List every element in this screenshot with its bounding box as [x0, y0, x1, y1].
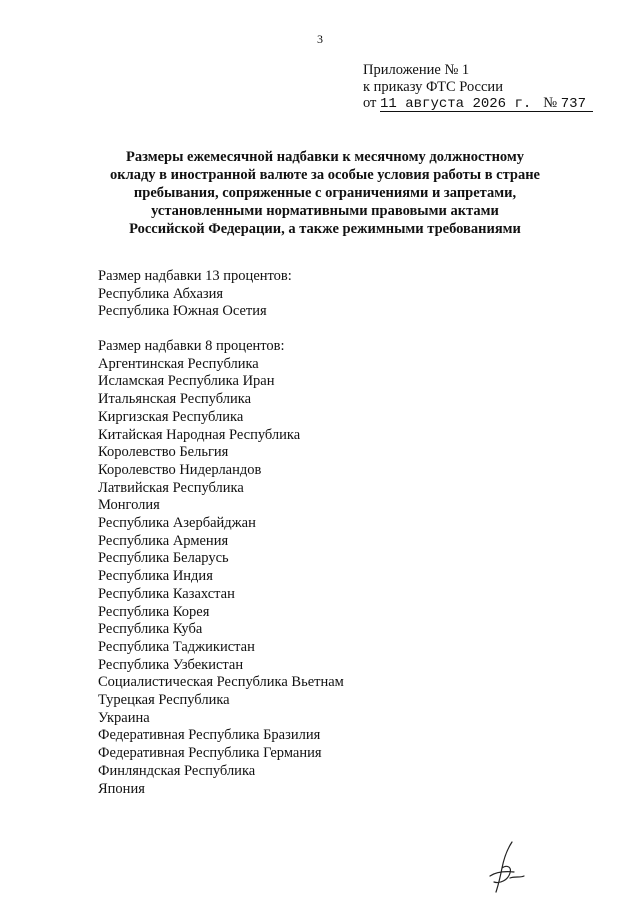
order-date: 11 августа 2026 г.: [380, 97, 540, 112]
date-prefix: от: [363, 95, 377, 111]
document-title: [90, 148, 560, 238]
title-line: Российской Федерации, а также режимными требованиями: [129, 221, 521, 237]
country-list-item: Исламская Республика Иран: [98, 373, 275, 390]
country-list-item: Республика Южная Осетия: [98, 303, 267, 320]
allowance-13-heading: Размер надбавки 13 процентов:: [98, 268, 292, 284]
country-list-item: Итальянская Республика: [98, 391, 252, 408]
country-list-item: Республика Корея: [98, 603, 210, 620]
country-list-item: Республика Казахстан: [98, 585, 235, 602]
country-list-item: Турецкая Республика: [98, 692, 230, 709]
country-list-item: Республика Узбекистан: [98, 656, 244, 673]
appendix-order-ref: к приказу ФТС России: [363, 78, 503, 95]
allowance-13-section: [98, 268, 292, 321]
country-list-item: Республика Таджикистан: [98, 638, 255, 655]
country-list-item: Монголия: [98, 497, 160, 514]
country-list-item: Королевство Нидерландов: [98, 461, 262, 478]
order-number: 737: [560, 96, 586, 112]
allowance-8-country-list: [98, 356, 344, 799]
appendix-title: Приложение № 1: [363, 62, 470, 78]
country-list-item: Китайская Народная Республика: [98, 426, 301, 443]
country-list-item: Республика Армения: [98, 532, 229, 549]
country-list-item: Королевство Бельгия: [98, 444, 229, 461]
title-line: окладу в иностранной валюте за особые условия работы в стране: [109, 167, 540, 183]
country-list-item: Федеративная Республика Германия: [98, 745, 322, 762]
country-list-item: Республика Куба: [98, 621, 203, 638]
country-list-item: Финляндская Республика: [98, 762, 256, 779]
country-list-item: Аргентинская Республика: [98, 355, 259, 372]
country-list-item: Республика Индия: [98, 568, 213, 585]
country-list-item: Республика Абхазия: [98, 285, 224, 302]
handwritten-signature: [482, 838, 530, 896]
allowance-8-section: [98, 338, 344, 798]
country-list-item: Федеративная Республика Бразилия: [98, 727, 321, 744]
country-list-item: Япония: [98, 780, 145, 797]
appendix-date-line: [363, 95, 593, 112]
country-list-item: Киргизская Республика: [98, 408, 244, 425]
title-line: Размеры ежемесячной надбавки к месячному должностному: [125, 149, 525, 165]
country-list-item: Социалистическая Республика Вьетнам: [98, 674, 344, 691]
number-sign: №: [543, 95, 558, 111]
allowance-8-heading: Размер надбавки 8 процентов:: [98, 338, 285, 354]
number-sign-wrap: [540, 96, 594, 112]
allowance-13-country-list: [98, 286, 292, 321]
page-number: 3: [317, 32, 323, 46]
title-line: пребывания, сопряженные с ограничениями и запретами,: [133, 185, 517, 201]
country-list-item: Украина: [98, 709, 150, 726]
country-list-item: Республика Азербайджан: [98, 515, 256, 532]
country-list-item: Латвийская Республика: [98, 479, 244, 496]
appendix-header: [363, 62, 593, 112]
title-line: установленными нормативными правовыми актами: [151, 203, 499, 219]
country-list-item: Республика Беларусь: [98, 550, 229, 567]
